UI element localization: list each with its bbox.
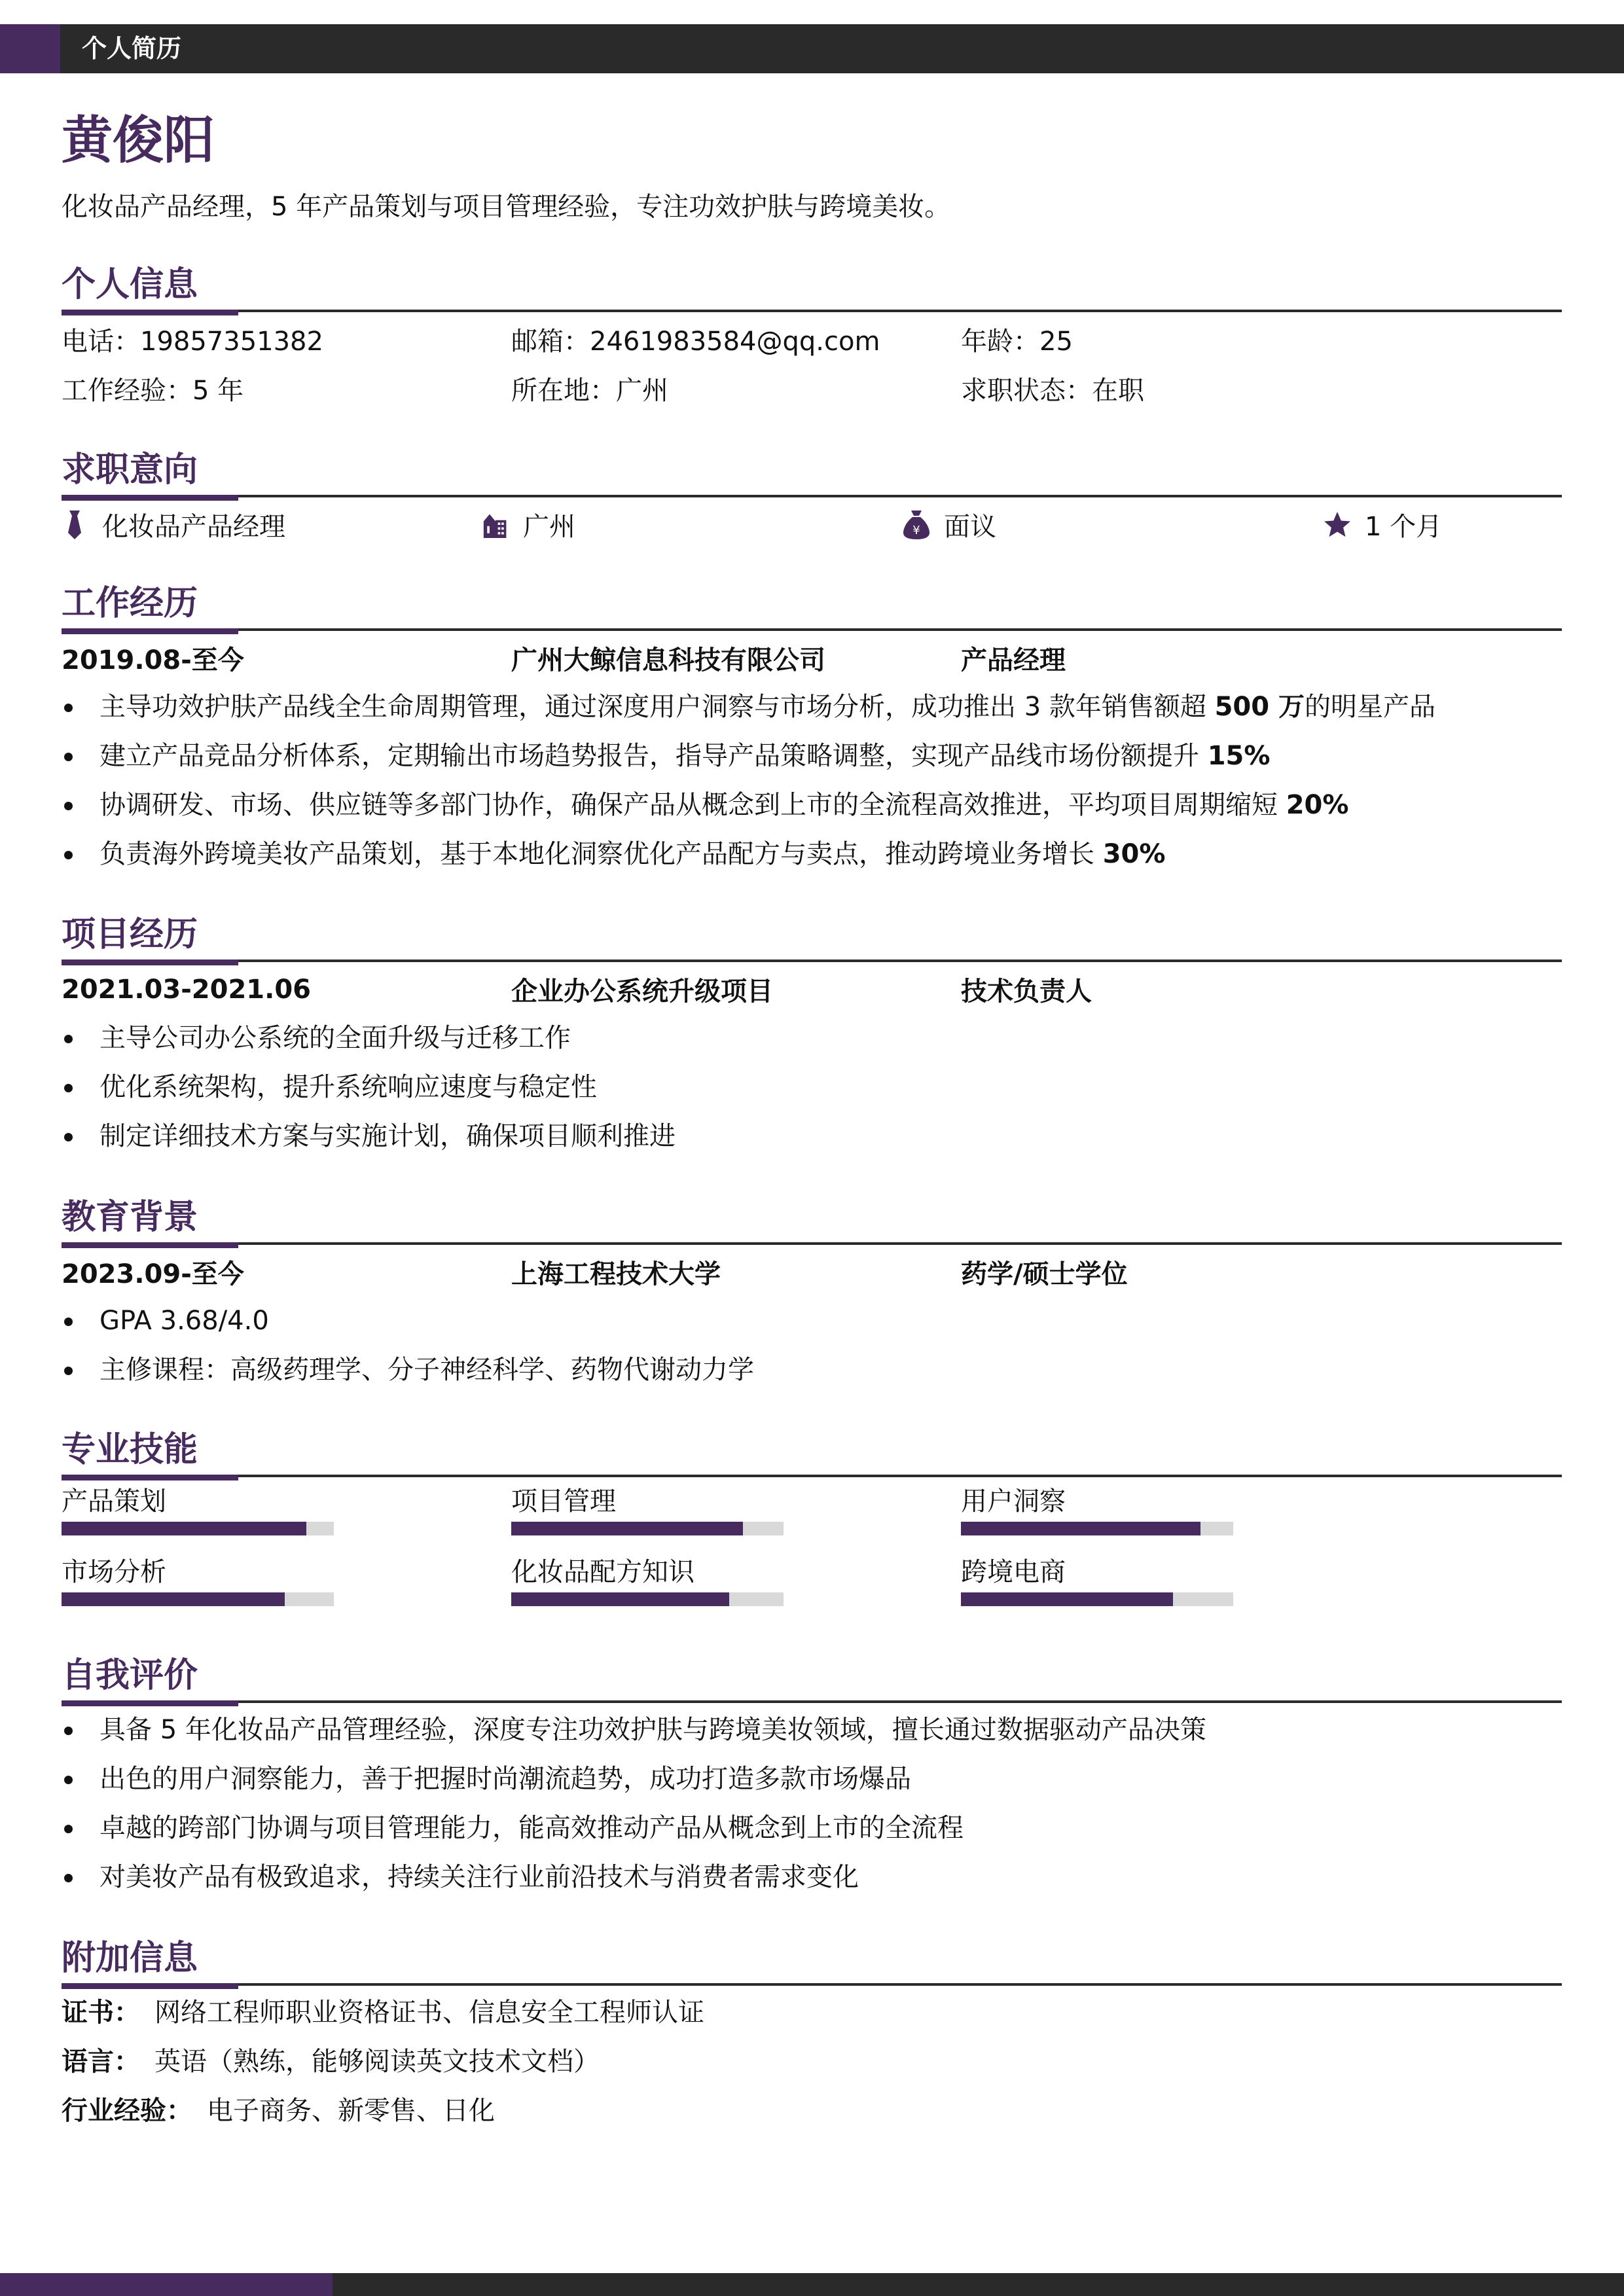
skill-bar-track xyxy=(961,1522,1233,1535)
section-divider-accent xyxy=(62,1242,238,1248)
skill-bar-track xyxy=(62,1522,334,1535)
section-self-evaluation xyxy=(62,1651,1562,1902)
project-bullets xyxy=(62,1014,1562,1161)
project-bullet: 制定详细技术方案与实施计划，确保项目顺利推进 xyxy=(62,1112,1562,1161)
intention-salary-text: 面议 xyxy=(944,512,996,542)
additional-label: 行业经验： xyxy=(62,2096,192,2126)
skill-bar-fill xyxy=(511,1522,743,1535)
education-bullets xyxy=(62,1297,1562,1395)
section-divider xyxy=(62,628,1562,631)
self-evaluation-bullet: 卓越的跨部门协调与项目管理能力，能高效推动产品从概念到上市的全流程 xyxy=(62,1804,1562,1853)
self-evaluation-bullet: 出色的用户洞察能力，善于把握时尚潮流趋势，成功打造多款市场爆品 xyxy=(62,1755,1562,1804)
skill-bar-fill xyxy=(511,1592,729,1606)
skill-bar-track xyxy=(961,1592,1233,1606)
skill-item xyxy=(961,1480,1411,1551)
project-period: 2021.03-2021.06 xyxy=(62,974,311,1005)
intention-city-text: 广州 xyxy=(523,512,575,542)
work-bullet: 建立产品竞品分析体系，定期输出市场趋势报告，指导产品策略调整，实现产品线市场份额提升 15% xyxy=(62,732,1562,781)
additional-value: 电子商务、新零售、日化 xyxy=(207,2096,495,2126)
section-title: 自我评价 xyxy=(62,1656,198,1695)
candidate-tagline: 化妆品产品经理，5 年产品策划与项目管理经验，专注功效护肤与跨境美妆。 xyxy=(62,192,951,222)
work-company: 广州大鲸信息科技有限公司 xyxy=(511,645,825,675)
section-project-experience xyxy=(62,910,1562,1161)
skill-bar-fill xyxy=(62,1522,306,1535)
intention-position xyxy=(62,506,482,543)
skill-name: 跨境电商 xyxy=(961,1557,1066,1587)
skill-name: 项目管理 xyxy=(511,1486,616,1516)
intention-city xyxy=(482,506,903,543)
project-bullet: 优化系统架构，提升系统响应速度与稳定性 xyxy=(62,1063,1562,1112)
info-row xyxy=(62,315,1562,364)
candidate-name: 黄俊阳 xyxy=(62,111,215,170)
section-divider xyxy=(62,1983,1562,1986)
section-work-experience xyxy=(62,579,1562,879)
section-title: 工作经历 xyxy=(62,584,198,623)
self-evaluation-bullet: 对美妆产品有极致追求，持续关注行业前沿技术与消费者需求变化 xyxy=(62,1853,1562,1902)
intention-salary xyxy=(903,506,1324,543)
work-period: 2019.08-至今 xyxy=(62,645,244,675)
skill-name: 市场分析 xyxy=(62,1557,166,1587)
info-phone: 电话：19857351382 xyxy=(62,327,323,357)
skill-name: 产品策划 xyxy=(62,1486,166,1516)
additional-value: 英语（熟练，能够阅读英文技术文档） xyxy=(154,2047,600,2077)
money-bag-icon xyxy=(903,511,929,539)
footer-band xyxy=(0,2273,1624,2296)
self-evaluation-bullet: 具备 5 年化妆品产品管理经验，深度专注功效护肤与跨境美妆领域，擅长通过数据驱动产品决策 xyxy=(62,1706,1562,1755)
skill-item xyxy=(961,1551,1411,1621)
education-school: 上海工程技术大学 xyxy=(511,1259,721,1289)
additional-label: 证书： xyxy=(62,1998,140,2028)
header-band xyxy=(0,24,1624,73)
skill-bar-track xyxy=(511,1522,784,1535)
skill-item xyxy=(511,1551,961,1621)
additional-row-languages xyxy=(62,2037,1562,2087)
section-divider-accent xyxy=(62,1983,238,1989)
info-location: 所在地：广州 xyxy=(511,376,668,406)
section-divider xyxy=(62,1242,1562,1245)
additional-row-industry xyxy=(62,2087,1562,2136)
skill-name: 化妆品配方知识 xyxy=(511,1557,695,1587)
skill-name: 用户洞察 xyxy=(961,1486,1066,1516)
header-accent-block xyxy=(0,24,60,73)
project-role: 技术负责人 xyxy=(961,977,1092,1007)
section-divider xyxy=(62,1475,1562,1477)
info-row xyxy=(62,364,1562,413)
section-title: 专业技能 xyxy=(62,1430,198,1469)
section-divider-accent xyxy=(62,960,238,965)
skill-bar-fill xyxy=(961,1522,1200,1535)
additional-value: 网络工程师职业资格证书、信息安全工程师认证 xyxy=(154,1998,704,2028)
project-header-row xyxy=(62,965,1562,1014)
skill-item xyxy=(62,1480,511,1551)
education-period: 2023.09-至今 xyxy=(62,1259,244,1289)
info-experience: 工作经验：5 年 xyxy=(62,376,244,406)
additional-label: 语言： xyxy=(62,2047,140,2077)
section-divider xyxy=(62,310,1562,312)
skill-bar-track xyxy=(62,1592,334,1606)
section-job-intention xyxy=(62,445,1562,549)
info-age: 年龄：25 xyxy=(961,327,1073,357)
section-title: 附加信息 xyxy=(62,1939,198,1978)
section-divider xyxy=(62,1700,1562,1703)
info-email: 邮箱：2461983584@qq.com xyxy=(511,327,880,357)
section-skills xyxy=(62,1425,1562,1621)
work-bullet: 负责海外跨境美妆产品策划，基于本地化洞察优化产品配方与卖点，推动跨境业务增长 30% xyxy=(62,830,1562,879)
section-title: 教育背景 xyxy=(62,1198,198,1237)
section-divider-accent xyxy=(62,1475,238,1480)
work-bullet: 协调研发、市场、供应链等多部门协作，确保产品从概念到上市的全流程高效推进，平均项目周期缩短 20% xyxy=(62,781,1562,830)
section-title: 项目经历 xyxy=(62,915,198,954)
skill-bar-fill xyxy=(961,1592,1173,1606)
info-status: 求职状态：在职 xyxy=(961,376,1144,406)
intention-position-text: 化妆品产品经理 xyxy=(102,512,285,542)
additional-rows xyxy=(62,1988,1562,2136)
document-title: 个人简历 xyxy=(82,34,182,63)
education-degree: 药学/硕士学位 xyxy=(961,1259,1128,1289)
project-bullet: 主导公司办公系统的全面升级与迁移工作 xyxy=(62,1014,1562,1063)
work-header-row xyxy=(62,634,1562,683)
skill-item xyxy=(62,1551,511,1621)
building-icon xyxy=(482,511,509,539)
work-bullets xyxy=(62,683,1562,879)
star-icon xyxy=(1324,511,1350,539)
section-divider-accent xyxy=(62,628,238,634)
project-name: 企业办公系统升级项目 xyxy=(511,977,773,1007)
section-personal-info xyxy=(62,260,1562,413)
section-title: 求职意向 xyxy=(62,450,198,490)
section-divider-accent xyxy=(62,495,238,501)
skill-bar-track xyxy=(511,1592,784,1606)
intention-availability xyxy=(1324,506,1624,543)
section-divider xyxy=(62,960,1562,962)
education-header-row xyxy=(62,1247,1562,1297)
intention-availability-text: 1 个月 xyxy=(1365,512,1443,542)
section-additional-info xyxy=(62,1933,1562,2136)
skill-item xyxy=(511,1480,961,1551)
svg-text:¥: ¥ xyxy=(912,523,920,537)
intention-row xyxy=(62,500,1562,549)
tie-icon xyxy=(62,511,88,539)
education-bullet: GPA 3.68/4.0 xyxy=(62,1297,1562,1346)
section-divider xyxy=(62,495,1562,497)
footer-accent-block xyxy=(0,2273,333,2296)
section-title: 个人信息 xyxy=(62,265,198,304)
section-education xyxy=(62,1193,1562,1395)
education-bullet: 主修课程：高级药理学、分子神经科学、药物代谢动力学 xyxy=(62,1346,1562,1395)
additional-row-certificates xyxy=(62,1988,1562,2037)
section-divider-accent xyxy=(62,310,238,315)
skill-bar-fill xyxy=(62,1592,285,1606)
self-evaluation-bullets xyxy=(62,1706,1562,1902)
skills-grid xyxy=(62,1480,1562,1621)
work-role: 产品经理 xyxy=(961,645,1066,675)
work-bullet: 主导功效护肤产品线全生命周期管理，通过深度用户洞察与市场分析，成功推出 3 款年销售额超 500 万的明星产品 xyxy=(62,683,1562,732)
